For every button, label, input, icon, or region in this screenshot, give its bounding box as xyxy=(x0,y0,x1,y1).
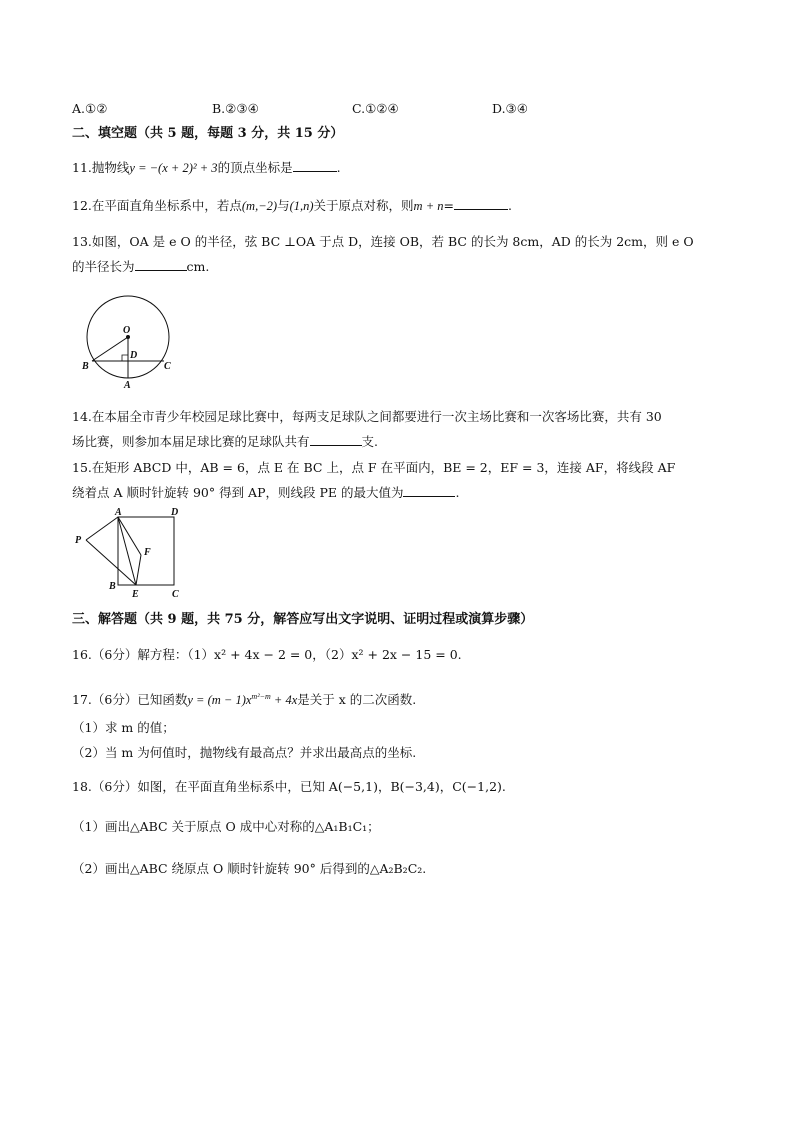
label-a: A xyxy=(115,508,122,518)
q12-suffix: 关于原点对称，则 xyxy=(313,198,414,213)
question-15-line-2: 绕着点 A 顺时针旋转 90° 得到 AP，则线段 PE 的最大值为 . xyxy=(72,485,460,500)
choice-a: A.①② xyxy=(72,101,108,116)
q17-suffix: 是关于 x 的二次函数. xyxy=(297,692,417,708)
choice-b: B.②③④ xyxy=(212,101,259,116)
section-heading-fill-in: 二、填空题（共 5 题，每题 3 分，共 15 分） xyxy=(72,126,344,141)
q12-answer-blank[interactable] xyxy=(454,197,508,210)
q14-line2-prefix: 场比赛，则参加本届足球比赛的足球队共有 xyxy=(72,434,310,449)
label-p: P xyxy=(75,535,82,546)
label-d: D xyxy=(130,350,138,361)
q14-line2-suffix: 支. xyxy=(361,434,378,449)
question-13-line-2 xyxy=(72,258,209,276)
label-o: O xyxy=(123,325,131,336)
segment-pe xyxy=(86,540,136,585)
segment-ae xyxy=(118,517,136,585)
q12-equals: = xyxy=(443,198,454,213)
q13-line2-prefix: 的半径长为 xyxy=(72,259,135,274)
q17-formula: y = (m − 1)x xyxy=(187,693,252,708)
question-17 xyxy=(72,688,416,709)
segment-ob xyxy=(92,337,128,361)
question-18: 18.（6分）如图，在平面直角坐标系中，已知 A(−5,1)，B(−3,4)，C(−1,2). xyxy=(72,779,506,794)
question-11: 11.抛物线y = −(x + 2)² + 3的顶点坐标是 . xyxy=(72,160,341,175)
q12-expression: m + n xyxy=(413,199,444,213)
q12-prefix: 12.在平面直角坐标系中，若点 xyxy=(72,198,242,213)
q15-rectangle-figure xyxy=(72,508,188,598)
q14-answer-blank[interactable] xyxy=(310,433,362,446)
right-angle-mark xyxy=(122,355,128,361)
q11-suffix: 的顶点坐标是 xyxy=(217,160,293,175)
question-14-line-2 xyxy=(72,433,378,451)
segment-af xyxy=(118,517,141,555)
choice-c: C.①②④ xyxy=(352,101,399,116)
q17-exponent: m²−m xyxy=(251,692,271,701)
label-a: A xyxy=(124,380,131,390)
q11-answer-blank[interactable] xyxy=(293,159,337,172)
question-14-line-1: 14.在本届全市青少年校园足球比赛中，每两支足球队之间都要进行一次主场比赛和一次客场比赛，共有 30 xyxy=(72,409,662,424)
q12-point-2: (1,n) xyxy=(289,199,314,213)
question-15-line-1: 15.在矩形 ABCD 中，AB = 6，点 E 在 BC 上，点 F 在平面内，BE = 2，EF = 3，连接 AF，将线段 AF xyxy=(72,460,676,475)
q15-line2-prefix: 绕着点 A 顺时针旋转 90° 得到 AP，则线段 PE 的最大值为 xyxy=(72,485,404,500)
q12-mid: 与 xyxy=(277,198,290,213)
q11-prefix: 11.抛物线 xyxy=(72,160,130,175)
question-16: 16.（6分）解方程：（1）x² + 4x − 2 = 0，（2）x² + 2x − 15 = 0. xyxy=(72,647,462,662)
q17-part-2: （2）当 m 为何值时，抛物线有最高点？并求出最高点的坐标. xyxy=(72,745,417,760)
label-f: F xyxy=(144,547,151,558)
label-c: C xyxy=(164,361,171,372)
question-12: 12.在平面直角坐标系中，若点(m,−2)与(1,n)关于原点对称，则m + n= . xyxy=(72,198,512,213)
q15-answer-blank[interactable] xyxy=(403,484,455,497)
q17-formula-tail: + 4x xyxy=(270,693,298,708)
label-c: C xyxy=(172,589,179,598)
q13-line2-suffix: cm. xyxy=(186,259,210,274)
q17-part-1: （1）求 m 的值； xyxy=(72,720,175,735)
question-13-line-1: 13.如图，OA 是 e O 的半径，弦 BC ⊥OA 于点 D，连接 OB，若 BC 的长为 8cm，AD 的长为 2cm，则 e O xyxy=(72,234,694,249)
label-d: D xyxy=(171,508,179,518)
q17-prefix: 17.（6分）已知函数 xyxy=(72,692,188,708)
q12-point-1: (m,−2) xyxy=(241,199,278,213)
q18-part-2: （2）画出△ABC 绕原点 O 顺时针旋转 90° 后得到的△A₂B₂C₂. xyxy=(72,861,427,876)
label-b: B xyxy=(82,361,89,372)
q18-part-1: （1）画出△ABC 关于原点 O 成中心对称的△A₁B₁C₁； xyxy=(72,819,380,834)
segment-ef xyxy=(136,555,141,585)
q13-answer-blank[interactable] xyxy=(135,258,187,271)
choice-d: D.③④ xyxy=(492,101,528,116)
q13-circle-figure xyxy=(78,290,178,390)
section-heading-solutions: 三、解答题（共 9 题，共 75 分，解答应写出文字说明、证明过程或演算步骤） xyxy=(72,612,534,627)
segment-ap xyxy=(86,517,118,540)
q11-formula: y = −(x + 2)² + 3 xyxy=(129,161,218,175)
label-e: E xyxy=(132,589,139,598)
label-b: B xyxy=(109,581,116,592)
